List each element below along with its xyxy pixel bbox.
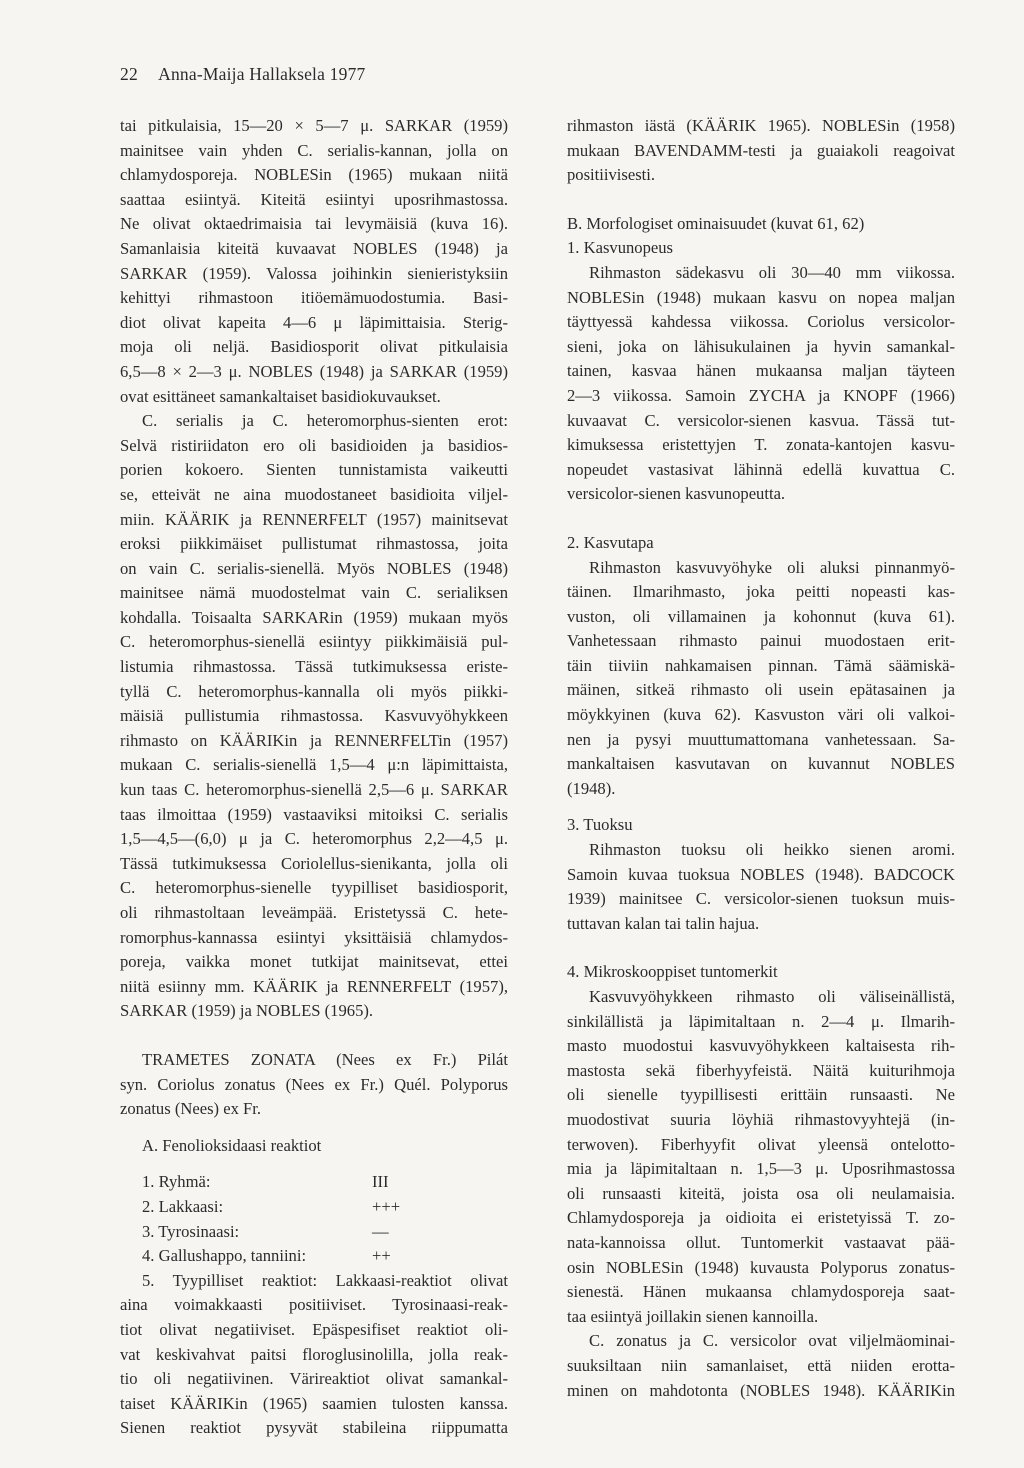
text-line: möykkyinen (kuva 62). Kasvuston väri oli valkoi- xyxy=(567,705,955,725)
paragraph xyxy=(567,261,955,507)
text-line: sienestä. Hänen mukaansa chlamydosporeja saat- xyxy=(567,1282,955,1302)
text-line: on vain C. serialis-sienellä. Myös NOBLES (1948) xyxy=(120,558,508,578)
text-line: C. heteromorphus-sienelle tyypilliset basidiosporit, xyxy=(120,878,508,898)
text-line: chlamydosporeja. NOBLESin (1965) mukaan niitä xyxy=(120,165,508,185)
text-line: se, etteivät ne aina muodostaneet basidioita viljel- xyxy=(120,484,508,504)
reaction-row xyxy=(120,1170,508,1195)
text-line: tai pitkulaisia, 15—20 × 5—7 μ. SARKAR (1959) xyxy=(120,116,508,135)
page-number: 22 xyxy=(120,64,138,84)
reaction-label: 4. Gallushappo, tanniini: xyxy=(142,1246,307,1266)
text-line: 6,5—8 × 2—3 μ. NOBLES (1948) ja SARKAR (1959) xyxy=(120,361,508,381)
subheading: 4. Mikroskooppiset tuntomerkit xyxy=(567,962,778,982)
text-line: Rihmaston sädekasvu oli 30—40 mm viikossa. xyxy=(589,262,955,282)
text-line: tiot olivat negatiiviset. Epäspesifiset reaktiot oli- xyxy=(120,1319,508,1339)
text-line: ovat esittäneet samankaltaiset basidiokuvaukset. xyxy=(120,386,441,406)
text-line: tyllä C. heteromorphus-kannalla oli myös piikki- xyxy=(120,681,508,701)
text-line: C. serialis ja C. heteromorphus-sienten erot: xyxy=(142,411,508,431)
text-line: tainen, kasvaa hänen mukaansa maljan täyteen xyxy=(567,361,955,381)
text-line: mainitsee vain yhden C. serialis-kannan, jolla on xyxy=(120,140,508,160)
paragraph xyxy=(567,985,955,1329)
text-line: kimuksessa eristettyjen T. zonata-kantojen kasvu- xyxy=(567,435,955,455)
paragraph xyxy=(567,556,955,802)
reaction-row xyxy=(120,1195,508,1220)
page-header xyxy=(120,64,365,85)
text-line: Sienen reaktiot pysyvät stabileina riippumatta xyxy=(120,1418,508,1438)
reaction-label: 1. Ryhmä: xyxy=(142,1172,211,1192)
species-heading xyxy=(120,1048,508,1122)
left-column xyxy=(120,114,508,1441)
paragraph xyxy=(120,409,508,1024)
text-line: SARKAR (1959). Valossa joihinkin sienieristyksiin xyxy=(120,263,508,283)
text-line: Rihmaston tuoksu oli heikko sienen aromi. xyxy=(589,840,955,860)
reaction-value: +++ xyxy=(372,1196,401,1216)
paragraph xyxy=(567,1329,955,1403)
reaction-row xyxy=(120,1244,508,1269)
text-line: taas ilmoittaa (1959) vastaaviksi mitoiksi C. serialis xyxy=(120,804,508,824)
text-line: täin tiiviin nahkamaisen pinnan. Tämä säämiskä- xyxy=(567,655,955,675)
text-line: NOBLESin (1948) mukaan kasvu on nopea maljan xyxy=(567,287,955,307)
right-column xyxy=(567,114,955,1403)
text-line: mastosta sekä fiberhyyfeistä. Näitä kuiturihmoja xyxy=(567,1060,955,1080)
text-line: mia ja läpimitaltaan n. 1,5—3 μ. Uposrihmastossa xyxy=(567,1159,955,1179)
text-line: rihmasto on KÄÄRIKin ja RENNERFELTin (1957) xyxy=(120,730,508,750)
text-line: sieni, joka on lähisukulainen ja hyvin samankal- xyxy=(567,336,955,356)
paragraph xyxy=(567,114,955,188)
text-line: nopeudet vastasivat lähinnä edellä kuvattua C. xyxy=(567,459,955,479)
text-line: miin. KÄÄRIK ja RENNERFELT (1957) mainitsevat xyxy=(120,509,508,529)
text-line: nen ja pysyi muuttumattomana vanhetessaan. Sa- xyxy=(567,729,955,749)
paragraph xyxy=(120,1269,508,1441)
text-line: porien kokoero. Sienten tunnistamista vaikeutti xyxy=(120,460,508,480)
text-line: Ne olivat oktaedrimaisia tai levymäisiä (kuva 16). xyxy=(120,214,508,234)
text-line: 2—3 viikossa. Samoin ZYCHA ja KNOPF (1966) xyxy=(567,385,955,405)
text-line: muodostivat suuria löyhiä rihmastovyyhtejä (in- xyxy=(567,1109,955,1129)
text-line: kehittyi rihmastoon itiöemämuodostumia. Basi- xyxy=(120,288,508,308)
text-line: oli sienelle tyypillisesti erittäin runsaasti. Ne xyxy=(567,1085,955,1105)
paragraph xyxy=(567,838,955,936)
text-line: mainitsee nämä muodostelmat vain C. serialiksen xyxy=(120,583,508,603)
section-heading-b: B. Morfologiset ominaisuudet (kuvat 61, 62) xyxy=(567,213,865,233)
text-line: (1948). xyxy=(567,778,616,798)
text-line: SARKAR (1959) ja NOBLES (1965). xyxy=(120,1001,374,1021)
reaction-value: III xyxy=(372,1172,389,1192)
text-line: vat keskivahvat paitsi floroglusinolilla, jolla reak- xyxy=(120,1344,508,1364)
text-line: oli runsaasti kiteitä, joista osa oli neulamaisia. xyxy=(567,1183,955,1203)
text-line: vuston, oli villamainen ja kohonnut (kuva 61). xyxy=(567,606,955,626)
text-line: minen on mahdotonta (NOBLES 1948). KÄÄRIKin xyxy=(567,1380,955,1400)
text-line: poreja, vaikka monet tutkijat mainitsevat, ettei xyxy=(120,952,508,972)
text-line: mankaltaisen kasvutavan on kuvannut NOBLES xyxy=(567,754,955,774)
text-line: listumia rihmastossa. Tässä tutkimuksessa eriste- xyxy=(120,657,508,677)
text-line: Samoin kuvaa tuoksua NOBLES (1948). BADCOCK xyxy=(567,864,955,884)
running-title: Anna-Maija Hallaksela 1977 xyxy=(158,64,366,84)
text-line: eroksi piikkimäiset pullistumat rihmastossa, joita xyxy=(120,534,508,554)
text-line: taiset KÄÄRIKin (1965) saamien tulosten kanssa. xyxy=(120,1393,508,1413)
text-line: sinkilällistä ja läpimitaltaan n. 2—4 μ. Ilmarih- xyxy=(567,1011,955,1031)
text-line: kun taas C. heteromorphus-sienellä 2,5—6 μ. SARKAR xyxy=(120,780,508,800)
reaction-value: — xyxy=(372,1221,389,1241)
text-line: 5. Tyypilliset reaktiot: Lakkaasi-reaktiot olivat xyxy=(142,1270,508,1290)
text-line: suuksiltaan niin samanlaiset, että niiden erotta- xyxy=(567,1355,955,1375)
text-line: C. zonatus ja C. versicolor ovat viljelmäominai- xyxy=(589,1331,955,1351)
text-line: Samanlaisia kiteitä kuvaavat NOBLES (1948) ja xyxy=(120,238,508,258)
text-line: taa esiintyä joillakin sienen kannoilla. xyxy=(567,1306,819,1326)
section-heading-a: A. Fenolioksidaasi reaktiot xyxy=(142,1135,322,1155)
text-line: C. heteromorphus-sienellä esiintyy piikkimäisiä pul- xyxy=(120,632,508,652)
text-line: mukaan BAVENDAMM-testi ja guaiakoli reagoivat xyxy=(567,140,955,160)
text-line: diot olivat kapeita 4—6 μ läpimittaisia. Sterig- xyxy=(120,312,508,332)
text-line: Kasvuvyöhykkeen rihmasto oli väliseinällistä, xyxy=(589,987,955,1006)
text-line: mukaan C. serialis-sienellä 1,5—4 μ:n läpimittaista, xyxy=(120,755,508,775)
text-line: terwoven). Fiberhyyfit olivat yleensä ontelotto- xyxy=(567,1134,955,1154)
text-line: tio oli negatiivinen. Värireaktiot olivat samankal- xyxy=(120,1369,508,1389)
reaction-label: 2. Lakkaasi: xyxy=(142,1196,224,1216)
text-line: mäisiä pullistumia rihmastossa. Kasvuvyöhykkeen xyxy=(120,706,508,726)
subheading: 1. Kasvunopeus xyxy=(567,238,674,258)
text-line: 1939) mainitsee C. versicolor-sienen tuoksun muis- xyxy=(567,889,955,909)
text-line: syn. Coriolus zonatus (Nees ex Fr.) Quél. Polyporus xyxy=(120,1074,508,1094)
text-line: tuttavan kalan tai talin hajua. xyxy=(567,913,760,933)
reaction-label: 3. Tyrosinaasi: xyxy=(142,1221,240,1241)
text-line: TRAMETES ZONATA (Nees ex Fr.) Pilát xyxy=(142,1049,508,1069)
text-line: 1,5—4,5—(6,0) μ ja C. heteromorphus 2,2—4,5 μ. xyxy=(120,829,508,849)
text-line: saattaa esiintyä. Kiteitä esiintyi uposrihmastossa. xyxy=(120,189,508,209)
reaction-row xyxy=(120,1220,508,1245)
text-line: Vanhetessaan rihmasto painui muodostaen erit- xyxy=(567,631,955,651)
paragraph xyxy=(120,114,508,409)
text-line: romorphus-kannassa esiintyi yksittäisiä chlamydos- xyxy=(120,927,508,947)
text-line: täinen. Ilmarihmasto, joka peitti nopeasti kas- xyxy=(567,582,955,602)
text-line: kuvaavat C. versicolor-sienen kasvua. Tässä tut- xyxy=(567,410,955,430)
text-line: niitä esiinny mm. KÄÄRIK ja RENNERFELT (1957), xyxy=(120,976,508,996)
text-line: Rihmaston kasvuvyöhyke oli aluksi pinnanmyö- xyxy=(589,557,955,577)
text-line: aina voimakkaasti positiiviset. Tyrosinaasi-reak- xyxy=(120,1295,508,1315)
text-line: Chlamydosporeja ja oidioita ei eristetyissä T. zo- xyxy=(567,1208,955,1228)
text-line: versicolor-sienen kasvunopeutta. xyxy=(567,484,786,504)
text-line: masto muodostui kasvuvyöhykkeen kaltaisesta rih- xyxy=(567,1036,955,1056)
text-line: nata-kannoissa ollut. Tuntomerkit vastaavat pää- xyxy=(567,1232,955,1252)
text-line: oli rihmastoltaan leveämpää. Eristetyssä C. hete- xyxy=(120,903,508,922)
text-line: kohdalla. Toisaalta SARKARin (1959) mukaan myös xyxy=(120,607,508,627)
subheading: 3. Tuoksu xyxy=(567,815,633,835)
text-line: osin NOBLESin (1948) kuvausta Polyporus zonatus- xyxy=(567,1257,955,1277)
text-line: moja oli neljä. Basidiosporit olivat pitkulaisia xyxy=(120,337,508,357)
reaction-value: ++ xyxy=(372,1246,391,1266)
text-line: zonatus (Nees) ex Fr. xyxy=(120,1099,262,1119)
reaction-list xyxy=(120,1170,508,1268)
text-line: Selvä ristiriidaton ero oli basidioiden ja basidios- xyxy=(120,435,508,455)
text-line: rihmaston iästä (KÄÄRIK 1965). NOBLESin (1958) xyxy=(567,116,955,135)
subheading: 2. Kasvutapa xyxy=(567,532,654,552)
text-line: mäinen, sitkeä rihmasto oli usein epätasainen ja xyxy=(567,680,955,700)
text-line: täyttyessä kahdessa viikossa. Coriolus versicolor- xyxy=(567,312,955,332)
text-line: Tässä tutkimuksessa Coriolellus-sienikanta, jolla oli xyxy=(120,853,508,873)
text-line: positiivisesti. xyxy=(567,165,656,185)
